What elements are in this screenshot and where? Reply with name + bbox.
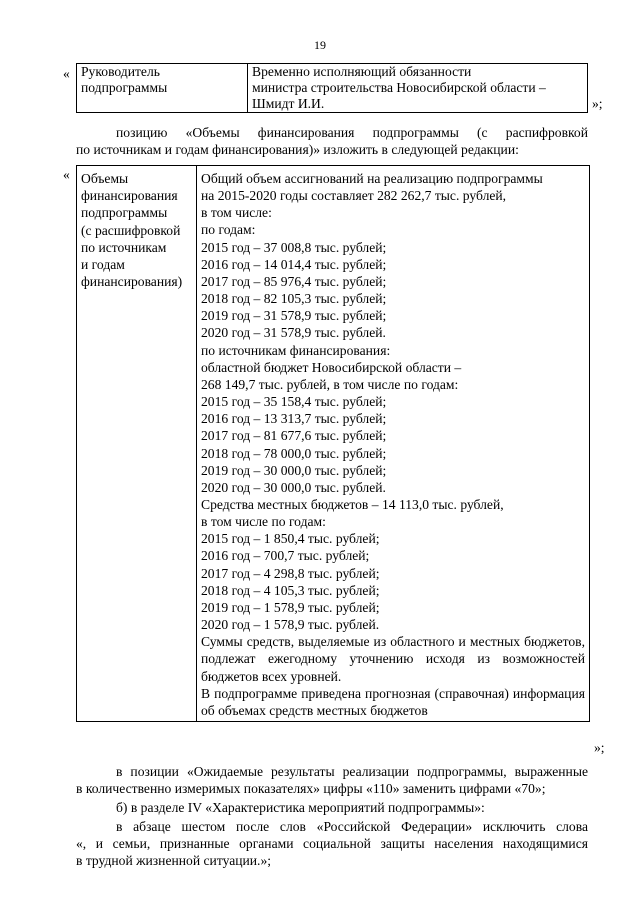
label-line: Руководитель [81, 64, 160, 79]
label-line: подпрограммы [81, 205, 168, 221]
forecast-note: В подпрограмме приведена прогнозная (справочная) информация об объемах средств местных бюджетов [201, 685, 585, 718]
paragraph-indicators [76, 763, 588, 797]
value-line: в том числе: [201, 205, 272, 221]
value-line: 2016 год – 13 313,7 тыс. рублей; [201, 411, 387, 427]
label-line: по источникам [81, 239, 167, 255]
value-line: 268 149,7 тыс. рублей, в том числе по годам: [201, 376, 459, 392]
subprogram-head-table [76, 63, 588, 113]
label-cell [77, 166, 197, 722]
value-cell [248, 64, 588, 113]
value-line: 2019 год – 30 000,0 тыс. рублей; [201, 462, 387, 478]
opening-quote: « [63, 167, 70, 182]
value-cell [197, 166, 590, 722]
value-line: Общий объем ассигнований на реализацию подпрограммы [201, 171, 543, 186]
paragraph-position [76, 124, 588, 158]
value-line: 2015 год – 35 158,4 тыс. рублей; [201, 394, 387, 410]
paragraph-line: позицию «Объемы финансирования подпрограммы (с распифровкой [116, 125, 588, 140]
paragraph-sixth-abzac [76, 818, 588, 870]
value-line: 2016 год – 700,7 тыс. рублей; [201, 548, 370, 564]
label-line: и годам [81, 257, 125, 273]
value-line: Средства местных бюджетов – 14 113,0 тыс. рублей, [201, 496, 504, 512]
label-line: финансирования [81, 188, 178, 204]
page-number: 19 [314, 38, 326, 52]
value-line: 2017 год – 85 976,4 тыс. рублей; [201, 273, 387, 289]
value-line: Шмидт И.И. [252, 96, 325, 111]
closing-quote: »; [594, 740, 605, 755]
value-line: 2020 год – 31 578,9 тыс. рублей. [201, 325, 386, 341]
label-line: подпрограммы [81, 80, 168, 95]
paragraph-section-iv [76, 799, 588, 816]
value-line: Временно исполняющий обязанности [252, 64, 472, 79]
value-line: 2015 год – 1 850,4 тыс. рублей; [201, 531, 380, 547]
value-line: 2020 год – 1 578,9 тыс. рублей. [201, 617, 380, 633]
paragraph-line: б) в разделе IV «Характеристика мероприятий подпрограммы»: [116, 800, 485, 815]
sums-note: Суммы средств, выделяемые из областного и местных бюджетов, подлежат ежегодному уточнению исходя из возможностей бюджетов всех уровней. [201, 634, 585, 684]
value-line: на 2015-2020 годы составляет 282 262,7 тыс. рублей, [201, 188, 507, 204]
value-line: министра строительства Новосибирской области – [252, 80, 546, 95]
closing-quote: »; [592, 96, 603, 111]
value-line: по годам: [201, 222, 256, 238]
paragraph-line: «, и семьи, признанные органами социальной защиты населения находящимися [76, 836, 588, 852]
paragraph-line: в абзаце шестом после слов «Российской Федерации» исключить слова [116, 819, 588, 834]
value-line: 2016 год – 14 014,4 тыс. рублей; [201, 256, 387, 272]
opening-quote: « [63, 66, 70, 81]
value-line: по источникам финансирования: [201, 342, 391, 358]
label-line: Объемы [81, 171, 129, 186]
value-line: 2017 год – 81 677,6 тыс. рублей; [201, 428, 387, 444]
value-line: в том числе по годам: [201, 514, 326, 530]
label-line: финансирования) [81, 274, 183, 290]
label-line: (с расшифровкой [81, 222, 181, 238]
value-line: 2015 год – 37 008,8 тыс. рублей; [201, 239, 387, 255]
value-line: 2019 год – 1 578,9 тыс. рублей; [201, 599, 380, 615]
value-line: 2018 год – 78 000,0 тыс. рублей; [201, 445, 387, 461]
value-line: 2017 год – 4 298,8 тыс. рублей; [201, 565, 380, 581]
paragraph-line: в трудной жизненной ситуации.»; [76, 853, 272, 869]
paragraph-line: в позиции «Ожидаемые результаты реализации подпрограммы, выраженные [116, 764, 588, 779]
value-line: 2018 год – 4 105,3 тыс. рублей; [201, 582, 380, 598]
value-line: 2018 год – 82 105,3 тыс. рублей; [201, 291, 387, 307]
paragraph-line: по источникам и годам финансирования)» изложить в следующей редакции: [76, 142, 519, 158]
label-cell [77, 64, 248, 113]
value-line: областной бюджет Новосибирской области – [201, 359, 462, 375]
paragraph-line: в количественно измеримых показателях» цифры «110» заменить цифрами «70»; [76, 781, 546, 797]
value-line: 2020 год – 30 000,0 тыс. рублей. [201, 479, 386, 495]
value-line: 2019 год – 31 578,9 тыс. рублей; [201, 308, 387, 324]
financing-table [76, 165, 590, 722]
